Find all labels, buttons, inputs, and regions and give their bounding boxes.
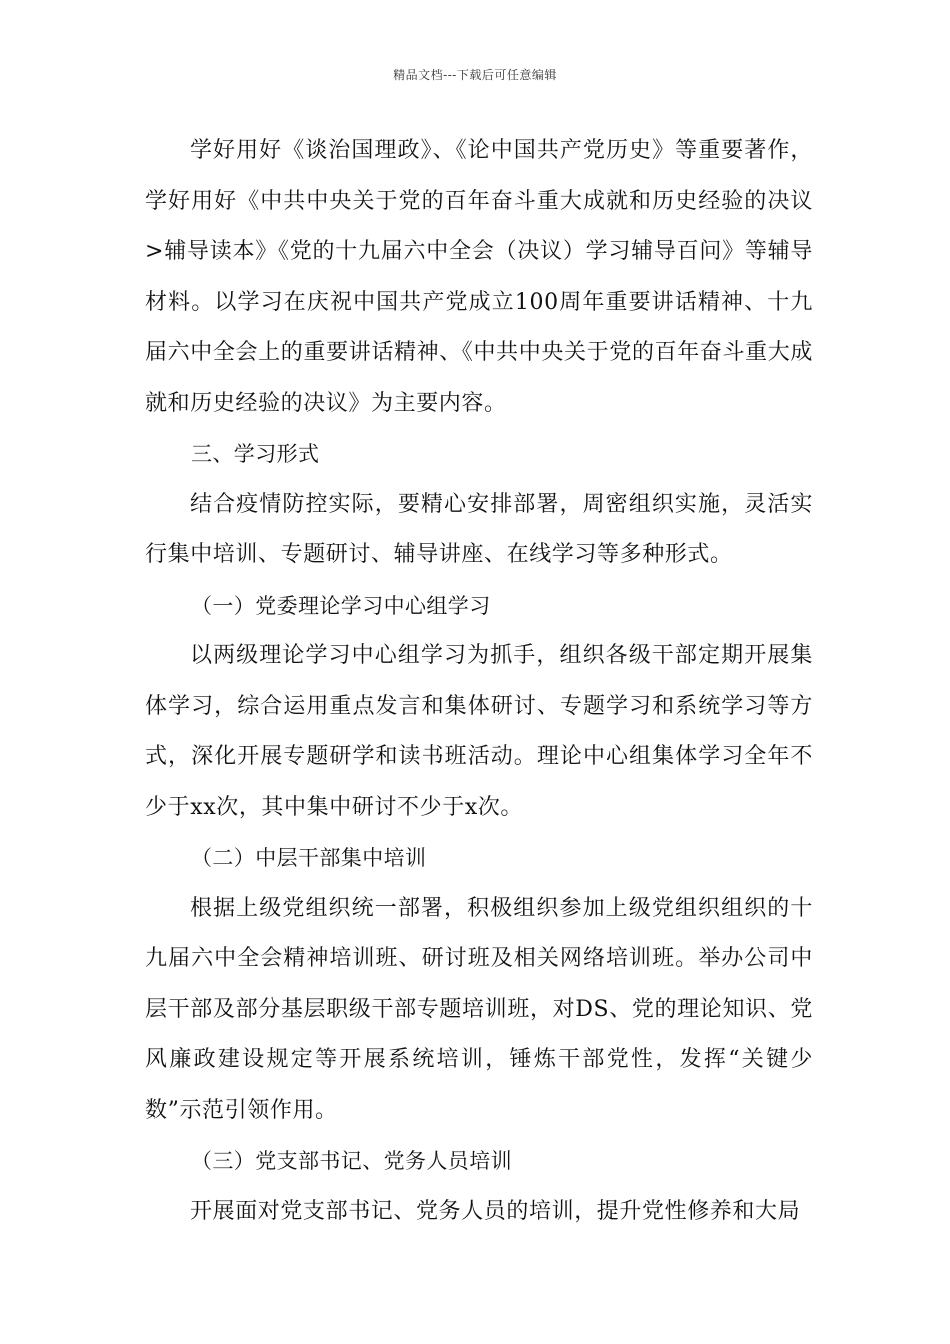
paragraph-central-group: 以两级理论学习中心组学习为抓手，组织各级干部定期开展集体学习，综合运用重点发言和集体研讨、专题学习和系统学习等方式，深化开展专题研学和读书班活动。理论中心组集体学习全年不少于xx次，其中集中研讨不少于x次。 (145, 643, 813, 820)
page-header: 精品文档---下载后可任意编辑 (393, 68, 557, 82)
paragraph-study-materials: 学好用好《谈治国理政》、《论中国共产党历史》等重要著作，学好用好《中共中央关于党的百年奋斗重大成就和历史经验的决议>辅导读本》《党的十九届六中全会（决议）学习辅导百问》等辅导材料。以学习在庆祝中国共产党成立100周年重要讲话精神、十九届六中全会上的重要讲话精神、《中共中央关于党的百年奋斗重大成就和历史经验的决议》为主要内容。 (145, 138, 813, 416)
paragraph-study-form: 结合疫情防控实际，要精心安排部署，周密组织实施，灵活实行集中培训、专题研讨、辅导讲座、在线学习等多种形式。 (145, 491, 813, 567)
subheading-branch-secretary-training: （三）党支部书记、党务人员培训 (191, 1149, 512, 1173)
subheading-cadre-training: （二）中层干部集中培训 (191, 846, 427, 870)
document-body (145, 126, 813, 1237)
paragraph-branch-secretary-training: 开展面对党支部书记、党务人员的培训，提升党性修养和大局 (190, 1198, 801, 1224)
section-heading-study-form: 三、学习形式 (191, 442, 320, 466)
paragraph-cadre-training: 根据上级党组织统一部署，积极组织参加上级党组织组织的十九届六中全会精神培训班、研讨班及相关网络培训班。举办公司中层干部及部分基层职级干部专题培训班，对DS、党的理论知识、党风廉政建设规定等开展系统培训，锤炼干部党性，发挥“关键少数”示范引领作用。 (145, 895, 813, 1123)
subheading-central-group: （一）党委理论学习中心组学习 (191, 593, 491, 618)
